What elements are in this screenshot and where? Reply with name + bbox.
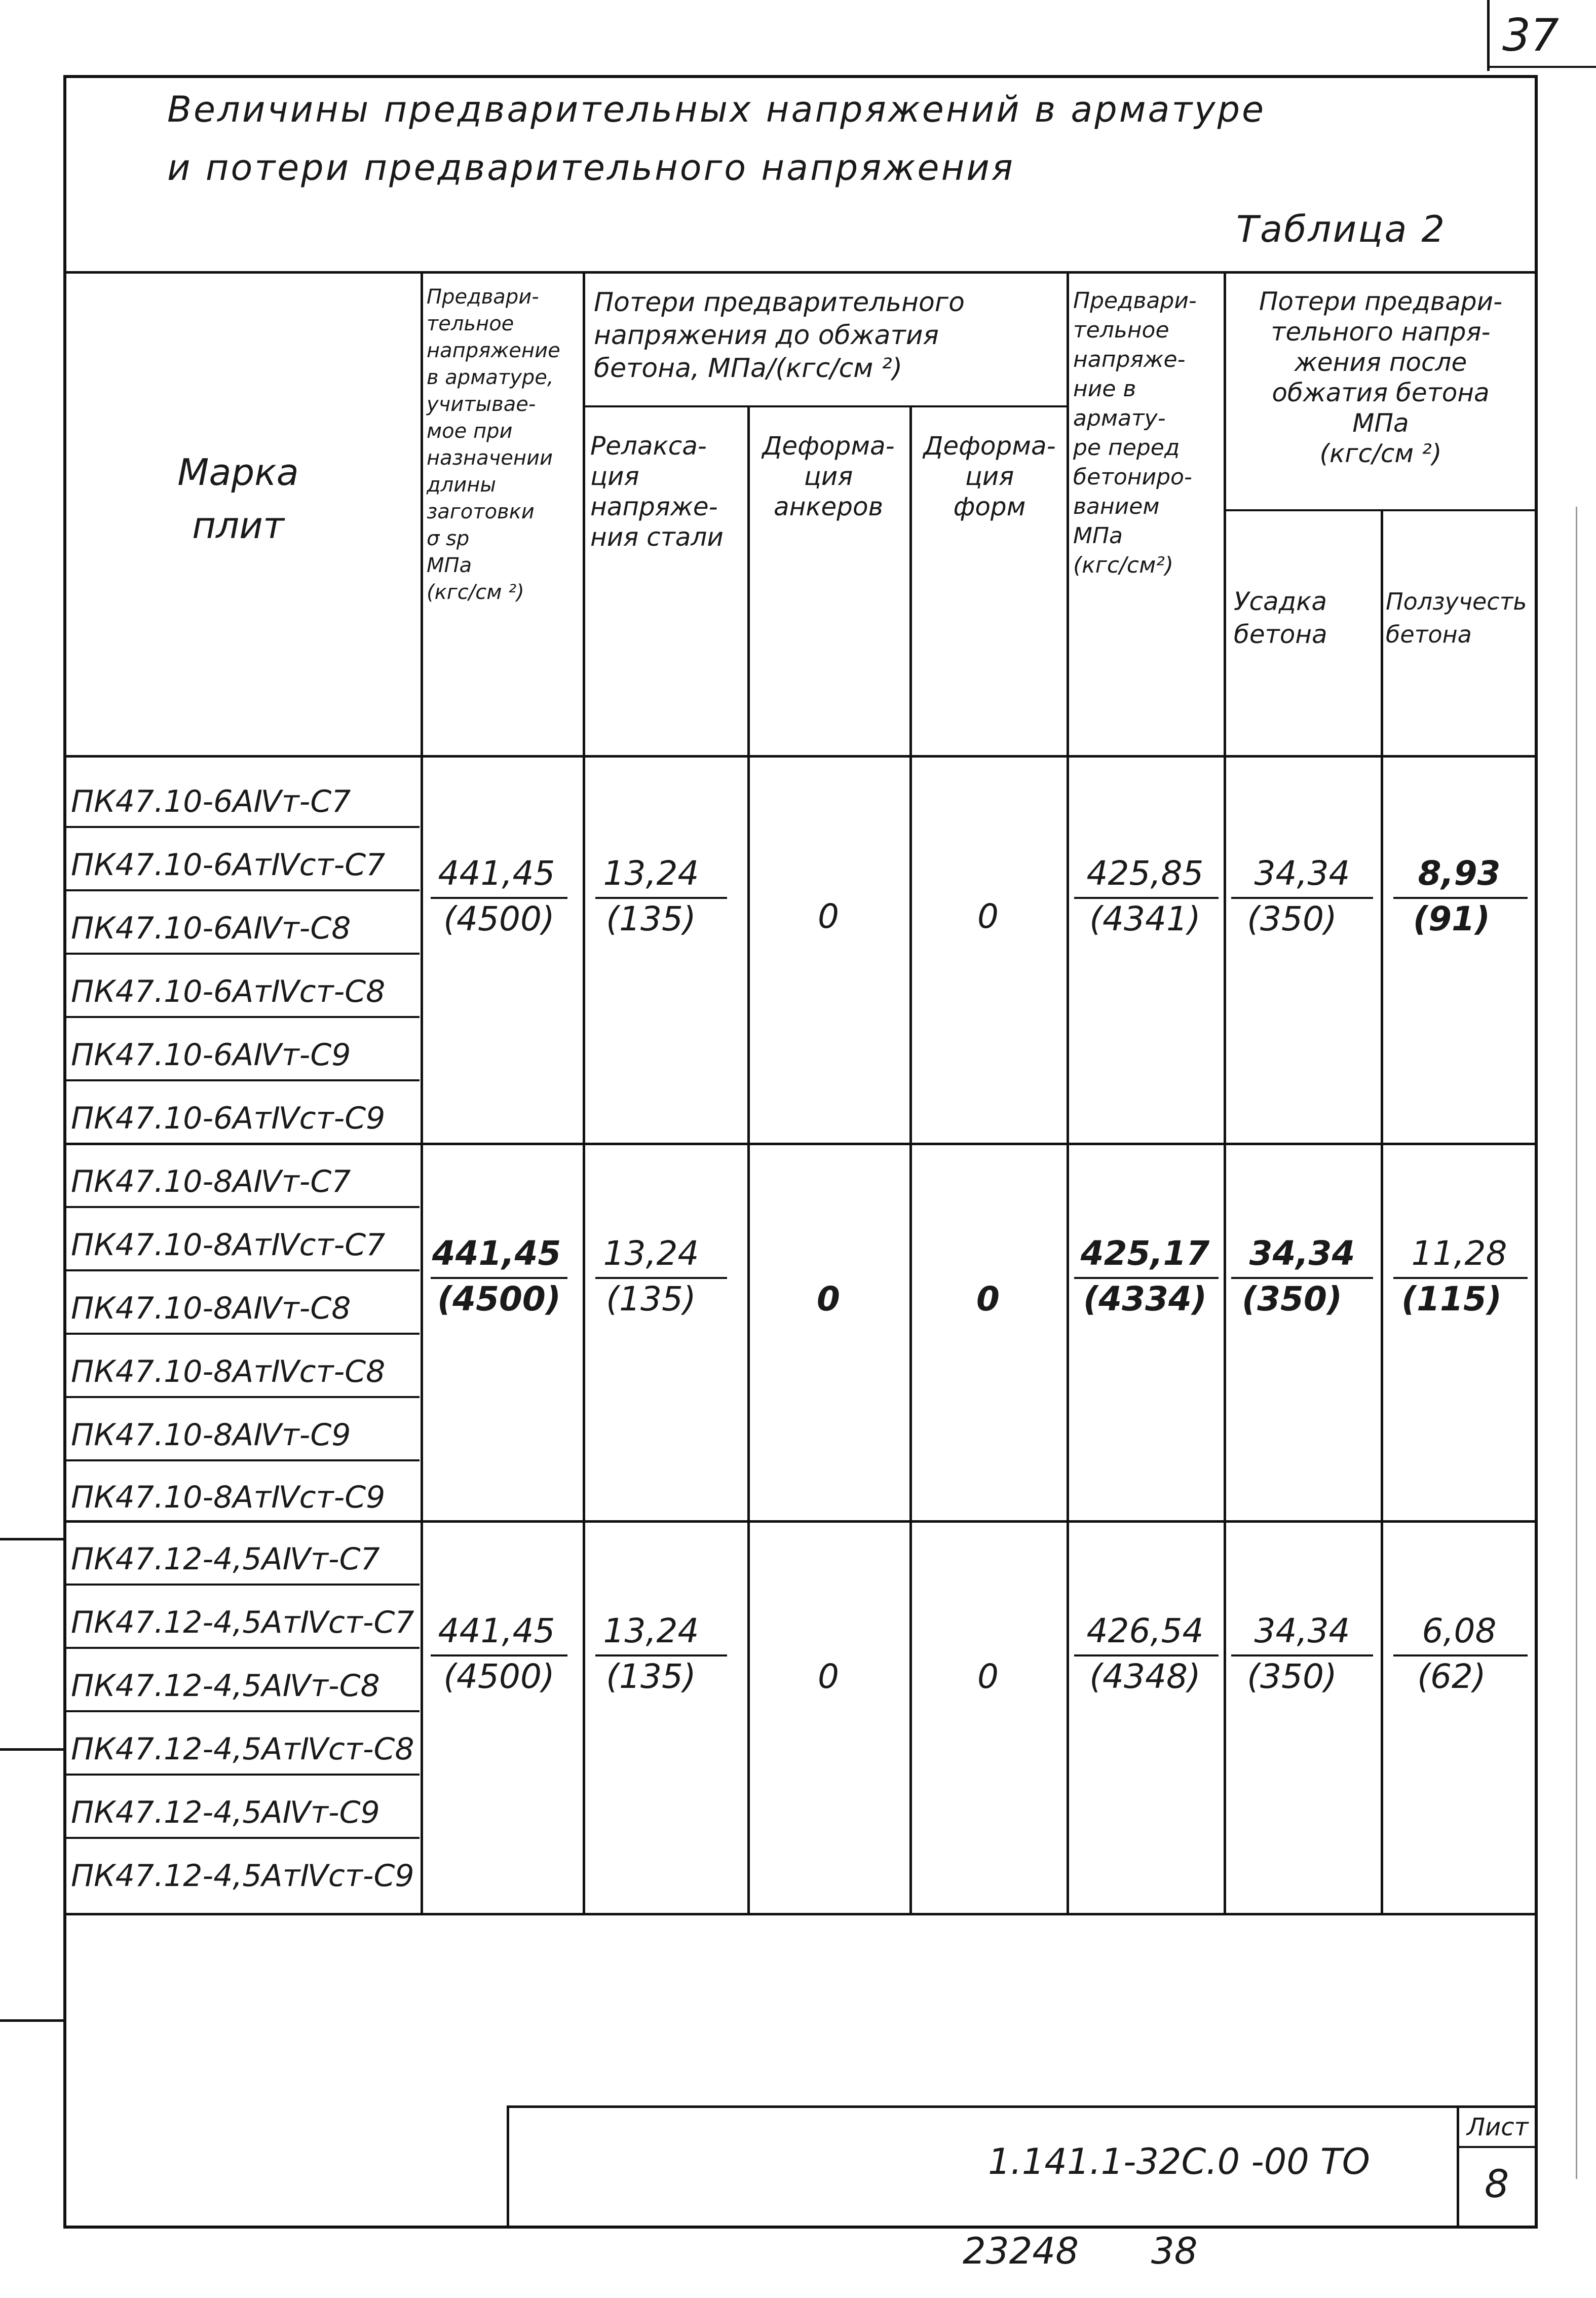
mark-cell: ПК47.12-4,5АтⅣст-С9 [71,1858,414,1894]
before-conc-kgs: (4341) [1089,899,1201,938]
creep-kgs: (62) [1417,1657,1486,1696]
row-divider [65,826,420,828]
frame-right [1535,75,1538,2229]
form-value: 0 [977,897,999,936]
header-top-line [63,271,1538,274]
header-prestress: Предвари- тельное напряжение в арматуре, учитывае- мое при назначении длины заготовки σ sp МПа (кгс/см ²) [427,285,560,604]
row-divider [65,1079,420,1081]
shrink-kgs: (350) [1247,1657,1337,1696]
stamp-sheet-number: 8 [1485,2161,1509,2206]
stamp-sheet-divider [1457,2105,1459,2227]
margin-tick [0,2019,63,2022]
header-mark: Марка плит [177,451,299,547]
fraction-line [1231,1654,1373,1656]
table-title-line1: Величины предварительных напряжений в арматуре [167,89,1266,130]
group-separator-1 [63,1143,1538,1145]
anchor-value: 0 [818,1657,839,1696]
before-conc-value: 426,54 [1086,1611,1204,1650]
mark-cell: ПК47.10-6АтⅣст-С7 [71,847,386,883]
before-conc-kgs: (4334) [1083,1279,1207,1318]
fraction-line [1074,1654,1219,1656]
fraction-line [431,1654,567,1656]
row-divider [65,953,420,955]
mark-cell: ПК47.10-6АⅣт-С8 [71,911,351,946]
vline-1 [421,271,423,1915]
shrink-value: 34,34 [1254,854,1350,893]
row-divider [65,1333,420,1335]
before-conc-value: 425,85 [1086,854,1204,893]
footer-numbers: 23248 38 [963,2230,1198,2272]
header-anchor: Деформа- ция анкеров [762,431,895,521]
mark-cell: ПК47.12-4,5АтⅣст-С8 [71,1731,414,1767]
stamp-top [507,2105,1538,2108]
fraction-line [1393,897,1528,899]
header-creep: Ползучесть бетона [1386,588,1527,648]
header-form: Деформа- ция форм [923,431,1056,521]
creep-kgs: (115) [1401,1279,1502,1318]
fraction-line [595,1654,727,1656]
row-divider [65,1206,420,1208]
fraction-line [1074,897,1219,899]
before-conc-value: 425,17 [1080,1234,1210,1273]
mark-cell: ПК47.10-6АтⅣст-С8 [71,974,386,1009]
creep-value: 11,28 [1411,1234,1507,1273]
frame-left [63,75,66,2229]
mark-cell: ПК47.10-8АтⅣст-С9 [71,1480,386,1515]
row-divider [65,1837,420,1839]
row-divider [65,1774,420,1776]
fraction-line [1231,897,1373,899]
shrink-kgs: (350) [1247,899,1337,938]
stamp-sheet-hline [1457,2146,1537,2148]
fraction-line [1074,1277,1219,1279]
margin-tick [0,1748,63,1751]
fraction-line [1393,1654,1528,1656]
mark-cell: ПК47.12-4,5АтⅣст-С7 [71,1605,414,1640]
shrink-kgs: (350) [1241,1279,1343,1318]
relax-value: 13,24 [603,854,699,893]
page-number-underline [1487,66,1596,68]
hline-losses-after [1224,509,1537,511]
header-before-conc: Предвари- тельное напряже- ние в армату- ре перед бетониро- ванием МПа (кгс/см²) [1073,288,1197,578]
row-divider [65,1269,420,1271]
mark-cell: ПК47.10-6АⅣт-С9 [71,1037,351,1073]
table-title-line2: и потери предварительного напряжения [167,147,1015,189]
page-number: 37 [1502,9,1559,61]
form-value: 0 [976,1279,1000,1318]
fraction-line [431,1277,567,1279]
right-edge-line [1576,507,1577,2179]
stamp-sheet-label: Лист [1467,2113,1529,2141]
header-losses-before-group: Потери предварительного напряжения до обжатия бетона, МПа/(кгс/см ²) [594,287,965,384]
vline-7 [1381,509,1383,1915]
hline-losses-before [583,405,1069,407]
mark-cell: ПК47.12-4,5АⅣт-С7 [71,1541,380,1577]
header-shrink: Усадка бетона [1234,587,1327,649]
relax-kgs: (135) [606,1657,696,1696]
mark-cell: ПК47.10-8АтⅣст-С7 [71,1227,386,1263]
table-label: Таблица 2 [1236,208,1447,250]
frame-top [63,75,1538,78]
prestress-kgs: (4500) [443,899,555,938]
relax-value: 13,24 [603,1234,699,1273]
row-divider [65,889,420,891]
shrink-value: 34,34 [1249,1234,1355,1273]
mark-cell: ПК47.12-4,5АⅣт-С9 [71,1795,380,1830]
mark-cell: ПК47.10-8АⅣт-С7 [71,1164,351,1199]
fraction-line [431,897,567,899]
header-relax: Релакса- ция напряже- ния стали [590,431,724,552]
creep-kgs: (91) [1413,899,1491,938]
form-value: 0 [977,1657,999,1696]
prestress-value: 441,45 [432,1234,561,1273]
mark-cell: ПК47.10-8АⅣт-С8 [71,1291,351,1326]
stamp-left [507,2105,509,2227]
row-divider [65,1016,420,1018]
header-losses-after-group: Потери предвари- тельного напря- жения после обжатия бетона МПа (кгс/см ²) [1259,287,1503,468]
prestress-value: 441,45 [438,854,555,893]
prestress-value: 441,45 [438,1611,555,1650]
fraction-line [1393,1277,1528,1279]
header-bottom-line [63,755,1538,758]
anchor-value: 0 [818,897,839,936]
row-divider [65,1459,420,1461]
fraction-line [595,897,727,899]
mark-cell: ПК47.12-4,5АⅣт-С8 [71,1668,380,1704]
row-divider [65,1396,420,1398]
mark-cell: ПК47.10-6АтⅣст-С9 [71,1101,386,1136]
row-divider [65,1647,420,1649]
vline-2 [583,271,585,1915]
mark-cell: ПК47.10-8АⅣт-С9 [71,1417,351,1453]
prestress-kgs: (4500) [437,1279,561,1318]
table-bottom-line [63,1913,1538,1915]
fraction-line [595,1277,727,1279]
stamp-doc-code: 1.141.1-32С.0 -00 ТО [988,2141,1370,2182]
prestress-kgs: (4500) [443,1657,555,1696]
mark-cell: ПК47.10-6АⅣт-С7 [71,784,351,819]
row-divider [65,1710,420,1712]
page-number-divider [1487,0,1490,71]
anchor-value: 0 [817,1279,840,1318]
relax-value: 13,24 [603,1611,699,1650]
group-separator-2 [63,1520,1538,1523]
relax-kgs: (135) [606,899,696,938]
frame-bottom [63,2226,1538,2229]
relax-kgs: (135) [606,1279,696,1318]
before-conc-kgs: (4348) [1089,1657,1201,1696]
row-divider [65,1584,420,1586]
creep-value: 6,08 [1422,1611,1497,1650]
mark-cell: ПК47.10-8АтⅣст-С8 [71,1354,386,1389]
shrink-value: 34,34 [1254,1611,1350,1650]
creep-value: 8,93 [1418,854,1501,893]
margin-tick [0,1538,63,1540]
fraction-line [1231,1277,1373,1279]
